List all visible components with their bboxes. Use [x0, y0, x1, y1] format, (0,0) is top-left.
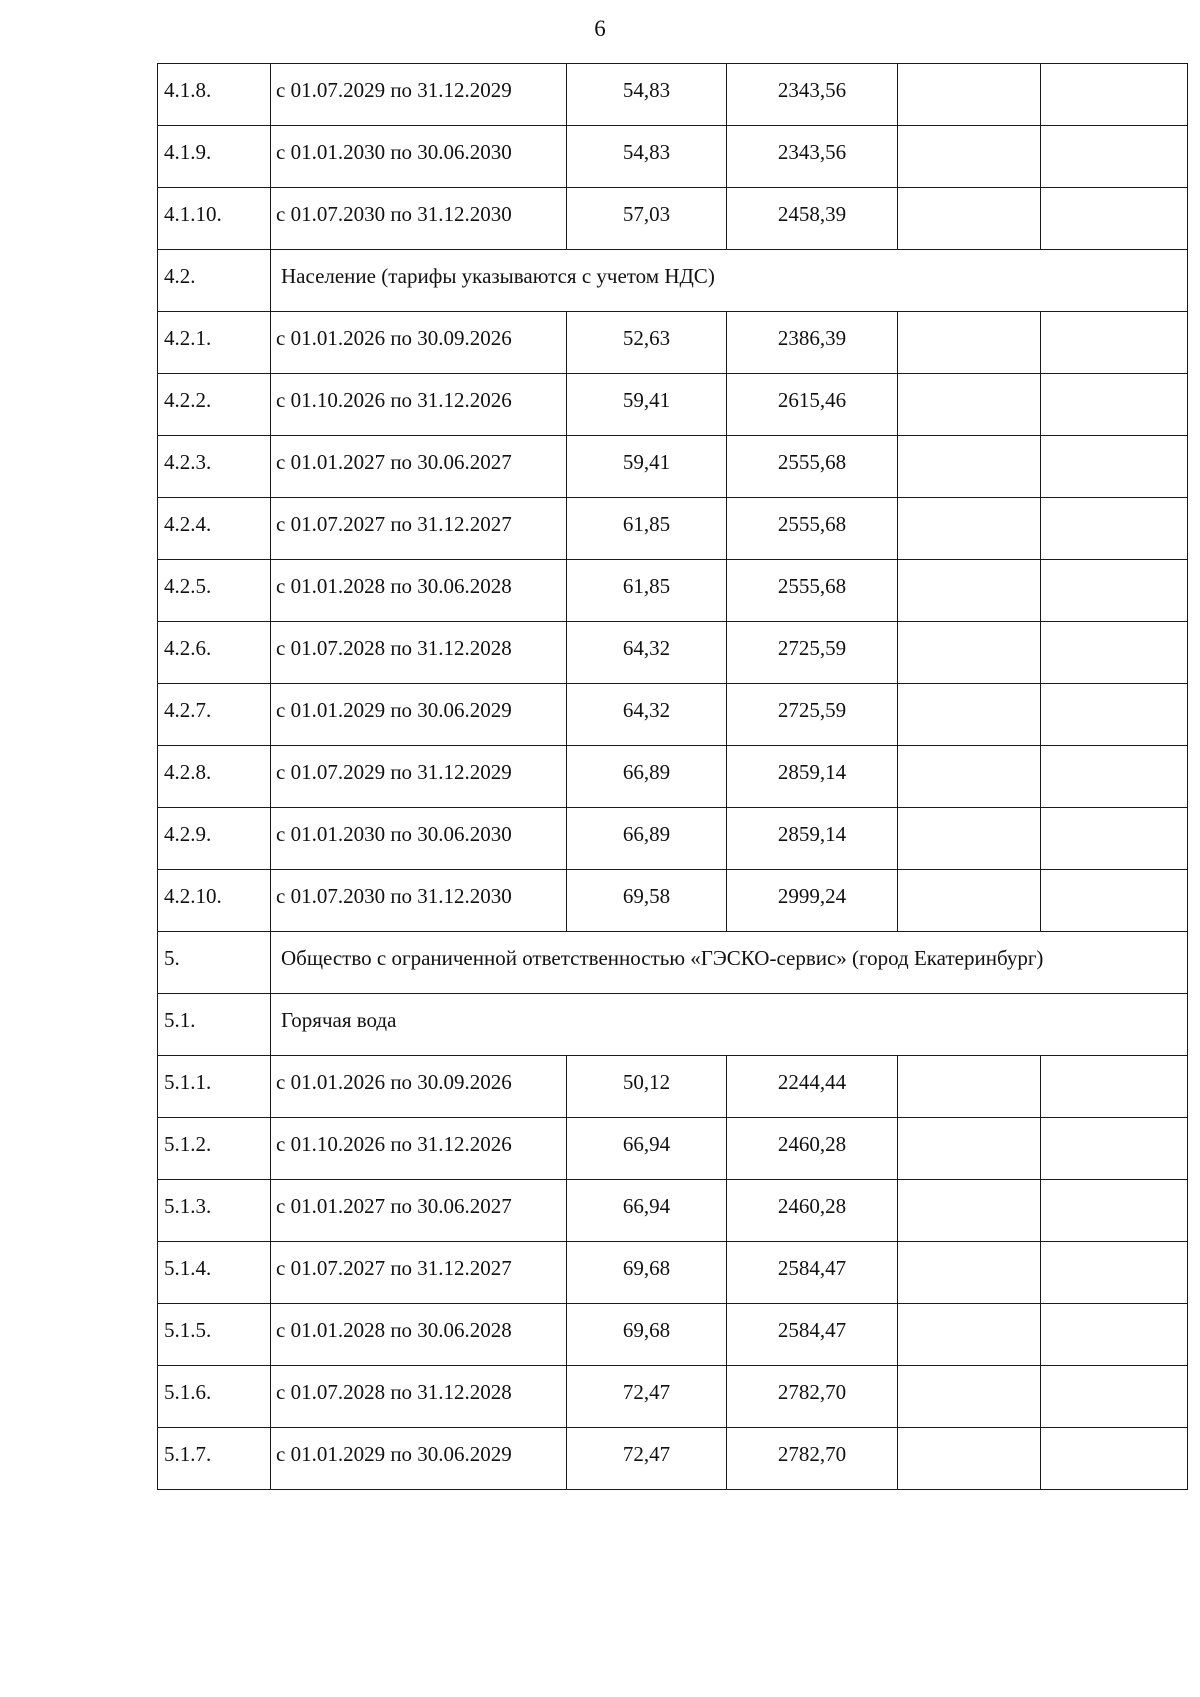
tariff-value-cell-text: 2725,59 [777, 636, 847, 660]
empty-cell [1041, 746, 1188, 808]
empty-cell-text [1041, 1304, 1187, 1318]
empty-cell [898, 808, 1041, 870]
tariff-value-cell-text: 72,47 [622, 1442, 671, 1466]
tariff-value-cell-text: 69,68 [622, 1256, 671, 1280]
tariff-value-cell [567, 1180, 727, 1242]
empty-cell-text [898, 808, 1040, 822]
row-number-cell-text: 4.2. [164, 264, 196, 288]
empty-cell-text [1041, 436, 1187, 450]
section-title-cell [271, 994, 1188, 1056]
period-cell [271, 622, 567, 684]
tariff-value-cell-text: 66,89 [622, 822, 671, 846]
tariff-value-cell-text: 2782,70 [777, 1380, 847, 1404]
period-cell [271, 808, 567, 870]
empty-cell [1041, 684, 1188, 746]
empty-cell [1041, 498, 1188, 560]
tariff-value-cell-text: 59,41 [622, 388, 671, 412]
table-row [158, 1242, 1188, 1304]
empty-cell-text [898, 1242, 1040, 1256]
empty-cell [898, 436, 1041, 498]
tariff-value-cell [727, 1304, 898, 1366]
row-number-cell [158, 746, 271, 808]
empty-cell-text [1041, 1056, 1187, 1070]
table-row [158, 1366, 1188, 1428]
table-row [158, 374, 1188, 436]
empty-cell-text [1041, 1180, 1187, 1194]
tariff-table [157, 63, 1188, 1490]
row-number-cell-text: 4.2.1. [164, 326, 212, 350]
tariff-value-cell-text: 2555,68 [777, 512, 847, 536]
tariff-value-cell [727, 560, 898, 622]
empty-cell-text [1041, 1118, 1187, 1132]
tariff-value-cell-text: 2584,47 [777, 1318, 847, 1342]
tariff-value-cell [727, 1056, 898, 1118]
empty-cell-text [898, 1180, 1040, 1194]
empty-cell-text [1041, 622, 1187, 636]
row-number-cell-text: 4.2.4. [164, 512, 212, 536]
empty-cell-text [1041, 312, 1187, 326]
tariff-value-cell [567, 1056, 727, 1118]
tariff-value-cell-text: 2460,28 [777, 1194, 847, 1218]
empty-cell [898, 1428, 1041, 1490]
row-number-cell [158, 1118, 271, 1180]
empty-cell-text [898, 374, 1040, 388]
period-cell-text: с 01.01.2026 по 30.09.2026 [276, 326, 512, 350]
empty-cell [898, 684, 1041, 746]
tariff-value-cell-text: 66,94 [622, 1194, 671, 1218]
period-cell [271, 374, 567, 436]
row-number-cell [158, 64, 271, 126]
empty-cell [1041, 1242, 1188, 1304]
tariff-value-cell-text: 66,94 [622, 1132, 671, 1156]
empty-cell-text [898, 1428, 1040, 1442]
empty-cell [898, 126, 1041, 188]
period-cell [271, 1242, 567, 1304]
empty-cell-text [898, 312, 1040, 326]
row-number-cell-text: 4.2.8. [164, 760, 212, 784]
tariff-value-cell [727, 808, 898, 870]
empty-cell [898, 312, 1041, 374]
table-row [158, 1428, 1188, 1490]
table-row [158, 870, 1188, 932]
table-row [158, 64, 1188, 126]
empty-cell-text [1041, 808, 1187, 822]
section-title-cell [271, 932, 1188, 994]
tariff-value-cell-text: 2584,47 [777, 1256, 847, 1280]
period-cell [271, 1304, 567, 1366]
row-number-cell [158, 870, 271, 932]
period-cell-text: с 01.07.2027 по 31.12.2027 [276, 512, 512, 536]
empty-cell [898, 1180, 1041, 1242]
period-cell-text: с 01.01.2028 по 30.06.2028 [276, 574, 512, 598]
empty-cell [1041, 126, 1188, 188]
tariff-value-cell-text: 2386,39 [777, 326, 847, 350]
empty-cell [1041, 1118, 1188, 1180]
tariff-value-cell [567, 1118, 727, 1180]
period-cell [271, 312, 567, 374]
period-cell-text: с 01.07.2027 по 31.12.2027 [276, 1256, 512, 1280]
table-row [158, 498, 1188, 560]
table-row [158, 684, 1188, 746]
empty-cell [898, 1118, 1041, 1180]
table-row [158, 808, 1188, 870]
tariff-value-cell-text: 69,58 [622, 884, 671, 908]
tariff-value-cell [727, 436, 898, 498]
empty-cell [1041, 808, 1188, 870]
row-number-cell [158, 1304, 271, 1366]
period-cell [271, 126, 567, 188]
empty-cell [1041, 188, 1188, 250]
empty-cell-text [898, 746, 1040, 760]
empty-cell [1041, 1056, 1188, 1118]
row-number-cell-text: 4.2.5. [164, 574, 212, 598]
empty-cell [898, 870, 1041, 932]
row-number-cell [158, 622, 271, 684]
empty-cell [1041, 1304, 1188, 1366]
empty-cell [1041, 1366, 1188, 1428]
empty-cell-text [1041, 1366, 1187, 1380]
tariff-value-cell [567, 1428, 727, 1490]
period-cell [271, 188, 567, 250]
empty-cell-text [898, 622, 1040, 636]
tariff-value-cell-text: 52,63 [622, 326, 671, 350]
tariff-value-cell [567, 746, 727, 808]
period-cell-text: с 01.10.2026 по 31.12.2026 [276, 388, 512, 412]
tariff-value-cell [727, 870, 898, 932]
tariff-value-cell-text: 2725,59 [777, 698, 847, 722]
empty-cell-text [898, 436, 1040, 450]
table-row [158, 312, 1188, 374]
empty-cell-text [1041, 684, 1187, 698]
period-cell [271, 684, 567, 746]
tariff-value-cell [567, 1304, 727, 1366]
period-cell [271, 746, 567, 808]
row-number-cell [158, 250, 271, 312]
row-number-cell-text: 4.2.10. [164, 884, 222, 908]
empty-cell [1041, 622, 1188, 684]
period-cell [271, 870, 567, 932]
tariff-value-cell-text: 2859,14 [777, 760, 847, 784]
period-cell [271, 436, 567, 498]
period-cell-text: с 01.01.2030 по 30.06.2030 [276, 140, 512, 164]
empty-cell-text [898, 1056, 1040, 1070]
period-cell-text: с 01.07.2028 по 31.12.2028 [276, 1380, 512, 1404]
row-number-cell [158, 994, 271, 1056]
empty-cell [898, 1304, 1041, 1366]
tariff-value-cell-text: 50,12 [622, 1070, 671, 1094]
period-cell-text: с 01.07.2029 по 31.12.2029 [276, 78, 512, 102]
tariff-value-cell-text: 54,83 [622, 78, 671, 102]
row-number-cell-text: 4.2.9. [164, 822, 212, 846]
table-row [158, 746, 1188, 808]
empty-cell [1041, 312, 1188, 374]
tariff-value-cell [567, 1366, 727, 1428]
row-number-cell [158, 932, 271, 994]
period-cell-text: с 01.01.2027 по 30.06.2027 [276, 450, 512, 474]
row-number-cell-text: 5.1.6. [164, 1380, 212, 1404]
tariff-value-cell [727, 1366, 898, 1428]
tariff-value-cell [567, 560, 727, 622]
tariff-value-cell [567, 808, 727, 870]
empty-cell-text [898, 1118, 1040, 1132]
tariff-value-cell [727, 1242, 898, 1304]
tariff-value-cell-text: 2555,68 [777, 574, 847, 598]
table-row [158, 1118, 1188, 1180]
empty-cell [898, 746, 1041, 808]
row-number-cell-text: 4.1.9. [164, 140, 212, 164]
empty-cell-text [898, 684, 1040, 698]
row-number-cell [158, 126, 271, 188]
section-title-cell [271, 250, 1188, 312]
tariff-value-cell-text: 2999,24 [777, 884, 847, 908]
page-number: 6 [594, 16, 606, 41]
empty-cell-text [898, 188, 1040, 202]
section-title-cell-text: Общество с ограниченной ответственностью «ГЭСКО-сервис» (город Екатеринбург) [281, 946, 1044, 970]
tariff-value-cell-text: 59,41 [622, 450, 671, 474]
period-cell-text: с 01.07.2030 по 31.12.2030 [276, 884, 512, 908]
table-row [158, 126, 1188, 188]
empty-cell [1041, 64, 1188, 126]
row-number-cell-text: 5.1.3. [164, 1194, 212, 1218]
table-row [158, 622, 1188, 684]
tariff-value-cell [567, 126, 727, 188]
tariff-value-cell-text: 2458,39 [777, 202, 847, 226]
period-cell-text: с 01.01.2029 по 30.06.2029 [276, 698, 512, 722]
row-number-cell-text: 4.2.7. [164, 698, 212, 722]
empty-cell-text [1041, 188, 1187, 202]
empty-cell [898, 622, 1041, 684]
row-number-cell [158, 188, 271, 250]
row-number-cell-text: 4.1.10. [164, 202, 222, 226]
period-cell-text: с 01.01.2027 по 30.06.2027 [276, 1194, 512, 1218]
row-number-cell-text: 5.1.4. [164, 1256, 212, 1280]
tariff-value-cell [727, 64, 898, 126]
tariff-value-cell [567, 312, 727, 374]
tariff-value-cell-text: 61,85 [622, 574, 671, 598]
tariff-value-cell-text: 57,03 [622, 202, 671, 226]
tariff-value-cell-text: 2615,46 [777, 388, 847, 412]
period-cell [271, 1428, 567, 1490]
tariff-value-cell-text: 61,85 [622, 512, 671, 536]
period-cell-text: с 01.07.2029 по 31.12.2029 [276, 760, 512, 784]
row-number-cell-text: 5.1. [164, 1008, 196, 1032]
empty-cell [1041, 374, 1188, 436]
table-row [158, 560, 1188, 622]
empty-cell-text [898, 64, 1040, 78]
tariff-value-cell-text: 2244,44 [777, 1070, 847, 1094]
tariff-value-cell [567, 436, 727, 498]
table-row [158, 1180, 1188, 1242]
tariff-value-cell [567, 870, 727, 932]
tariff-value-cell [567, 622, 727, 684]
tariff-value-cell-text: 72,47 [622, 1380, 671, 1404]
period-cell [271, 1366, 567, 1428]
period-cell-text: с 01.01.2028 по 30.06.2028 [276, 1318, 512, 1342]
empty-cell [898, 1242, 1041, 1304]
tariff-value-cell-text: 2460,28 [777, 1132, 847, 1156]
table-row [158, 188, 1188, 250]
tariff-value-cell [567, 188, 727, 250]
empty-cell [898, 64, 1041, 126]
tariff-value-cell [727, 1428, 898, 1490]
tariff-value-cell-text: 2343,56 [777, 78, 847, 102]
period-cell-text: с 01.01.2029 по 30.06.2029 [276, 1442, 512, 1466]
section-title-cell-text: Горячая вода [281, 1008, 397, 1032]
table-row [158, 1304, 1188, 1366]
period-cell [271, 1180, 567, 1242]
row-number-cell-text: 5. [164, 946, 180, 970]
empty-cell [1041, 870, 1188, 932]
empty-cell-text [1041, 1428, 1187, 1442]
row-number-cell-text: 4.2.3. [164, 450, 212, 474]
empty-cell-text [898, 126, 1040, 140]
tariff-value-cell [727, 746, 898, 808]
tariff-value-cell-text: 64,32 [622, 698, 671, 722]
tariff-value-cell-text: 54,83 [622, 140, 671, 164]
row-number-cell-text: 5.1.5. [164, 1318, 212, 1342]
empty-cell-text [1041, 498, 1187, 512]
tariff-value-cell [567, 1242, 727, 1304]
tariff-value-cell-text: 64,32 [622, 636, 671, 660]
tariff-value-cell [727, 1118, 898, 1180]
tariff-value-cell-text: 66,89 [622, 760, 671, 784]
empty-cell-text [1041, 1242, 1187, 1256]
empty-cell [898, 498, 1041, 560]
tariff-value-cell-text: 69,68 [622, 1318, 671, 1342]
empty-cell [898, 188, 1041, 250]
section-title-cell-text: Население (тарифы указываются с учетом НДС) [281, 264, 715, 288]
empty-cell-text [1041, 374, 1187, 388]
empty-cell-text [898, 498, 1040, 512]
tariff-value-cell-text: 2343,56 [777, 140, 847, 164]
section-row [158, 932, 1188, 994]
empty-cell-text [1041, 870, 1187, 884]
period-cell-text: с 01.01.2030 по 30.06.2030 [276, 822, 512, 846]
tariff-value-cell [567, 64, 727, 126]
tariff-value-cell [727, 188, 898, 250]
empty-cell [1041, 1180, 1188, 1242]
tariff-value-cell [727, 312, 898, 374]
empty-cell [1041, 560, 1188, 622]
row-number-cell [158, 312, 271, 374]
empty-cell-text [1041, 126, 1187, 140]
tariff-value-cell [567, 498, 727, 560]
row-number-cell [158, 684, 271, 746]
empty-cell-text [1041, 64, 1187, 78]
tariff-value-cell [567, 374, 727, 436]
tariff-value-cell [727, 498, 898, 560]
empty-cell-text [898, 1366, 1040, 1380]
tariff-value-cell [727, 1180, 898, 1242]
row-number-cell-text: 5.1.2. [164, 1132, 212, 1156]
row-number-cell-text: 5.1.1. [164, 1070, 212, 1094]
row-number-cell-text: 4.2.6. [164, 636, 212, 660]
period-cell-text: с 01.01.2026 по 30.09.2026 [276, 1070, 512, 1094]
period-cell [271, 64, 567, 126]
table-row [158, 436, 1188, 498]
row-number-cell [158, 1366, 271, 1428]
tariff-value-cell-text: 2859,14 [777, 822, 847, 846]
period-cell [271, 498, 567, 560]
empty-cell-text [1041, 560, 1187, 574]
empty-cell-text [898, 870, 1040, 884]
empty-cell [898, 560, 1041, 622]
tariff-value-cell [727, 684, 898, 746]
row-number-cell [158, 436, 271, 498]
period-cell-text: с 01.10.2026 по 31.12.2026 [276, 1132, 512, 1156]
tariff-value-cell [727, 126, 898, 188]
row-number-cell-text: 4.2.2. [164, 388, 212, 412]
row-number-cell-text: 4.1.8. [164, 78, 212, 102]
row-number-cell [158, 1180, 271, 1242]
empty-cell [1041, 1428, 1188, 1490]
row-number-cell-text: 5.1.7. [164, 1442, 212, 1466]
row-number-cell [158, 808, 271, 870]
period-cell-text: с 01.07.2030 по 31.12.2030 [276, 202, 512, 226]
tariff-value-cell [567, 684, 727, 746]
row-number-cell [158, 1056, 271, 1118]
section-row [158, 994, 1188, 1056]
period-cell [271, 1056, 567, 1118]
tariff-value-cell [727, 622, 898, 684]
tariff-value-cell-text: 2555,68 [777, 450, 847, 474]
row-number-cell [158, 1242, 271, 1304]
period-cell [271, 560, 567, 622]
empty-cell [898, 374, 1041, 436]
row-number-cell [158, 1428, 271, 1490]
empty-cell-text [898, 560, 1040, 574]
empty-cell [898, 1056, 1041, 1118]
empty-cell [1041, 436, 1188, 498]
row-number-cell [158, 374, 271, 436]
tariff-value-cell [727, 374, 898, 436]
empty-cell-text [898, 1304, 1040, 1318]
tariff-table-body [158, 64, 1188, 1490]
table-row [158, 1056, 1188, 1118]
period-cell [271, 1118, 567, 1180]
row-number-cell [158, 498, 271, 560]
tariff-value-cell-text: 2782,70 [777, 1442, 847, 1466]
section-row [158, 250, 1188, 312]
row-number-cell [158, 560, 271, 622]
empty-cell [898, 1366, 1041, 1428]
empty-cell-text [1041, 746, 1187, 760]
period-cell-text: с 01.07.2028 по 31.12.2028 [276, 636, 512, 660]
